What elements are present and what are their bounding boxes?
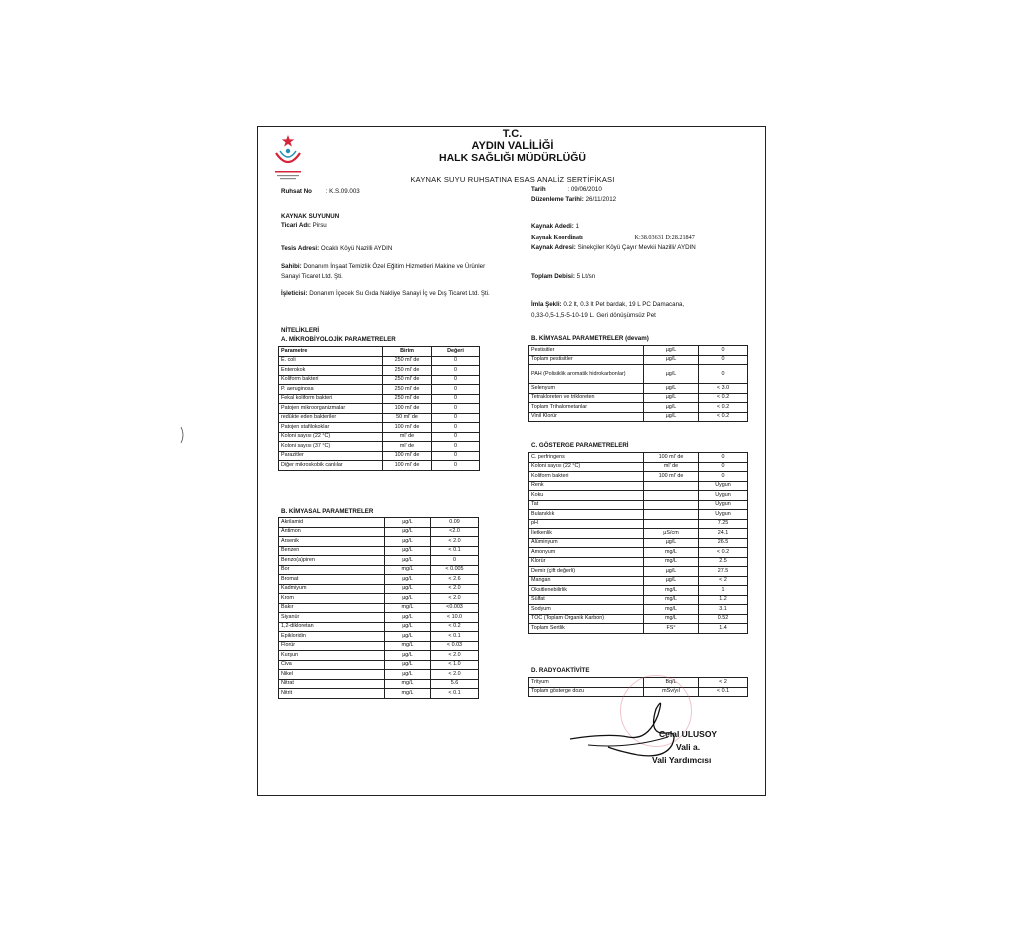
indicator-row — [529, 624, 748, 634]
koord-label: Kaynak Koordinatı — [531, 234, 583, 241]
chem-param: Akrilamid — [279, 518, 385, 528]
indicator-value: 3.1 — [699, 605, 748, 615]
micro-unit: ml' de — [383, 432, 432, 442]
chem-value: 0 — [431, 556, 479, 566]
micro-title: A. MİKROBİYOLOJİK PARAMETRELER — [281, 336, 396, 343]
chem2-param: Tetrakloreten ve trikloreten — [529, 393, 644, 403]
chem-row — [279, 603, 479, 613]
indicator-row — [529, 510, 748, 520]
chem-value: < 2.6 — [431, 575, 479, 585]
tarih-row — [531, 186, 602, 193]
ruhsat-row — [281, 188, 360, 195]
indicator-row — [529, 576, 748, 586]
isletici-label: İşleticisi: — [281, 290, 308, 297]
micro-row — [279, 451, 480, 461]
indicator-param: Koloni sayısı (22 °C) — [529, 462, 644, 472]
duzenleme-value: 26/11/2012 — [585, 196, 617, 203]
indicator-table — [528, 452, 748, 634]
chem-row — [279, 651, 479, 661]
sahibi-label: Sahibi: — [281, 263, 302, 270]
chem-table — [278, 517, 479, 699]
chem2-row — [529, 393, 748, 403]
micro-unit: 250 ml' de — [383, 366, 432, 376]
kadres-value: Sinekçiler Köyü Çayır Mevkii Nazilli/ AYDIN — [577, 244, 696, 251]
chem-row — [279, 575, 479, 585]
chem-unit: mg/L — [385, 689, 431, 699]
indicator-row — [529, 529, 748, 539]
radio-value: < 2 — [699, 678, 748, 688]
signer-name: Celal ULUSOY — [659, 729, 718, 739]
chem-param: Arsenik — [279, 537, 385, 547]
chem-param: Civa — [279, 660, 385, 670]
indicator-row — [529, 614, 748, 624]
chem-row — [279, 679, 479, 689]
tesis-label: Tesis Adresi: — [281, 245, 320, 252]
chem-value: < 2.0 — [431, 594, 479, 604]
chem-param: Bakır — [279, 603, 385, 613]
koord-row — [531, 234, 695, 241]
chem-param: Benzo(a)piren — [279, 556, 385, 566]
indicator-unit — [644, 500, 699, 510]
chem2-value: < 3.0 — [699, 384, 748, 394]
chem2-row — [529, 403, 748, 413]
chem2-value: < 0.2 — [699, 412, 748, 422]
indicator-param: Klorür — [529, 557, 644, 567]
micro-row — [279, 461, 480, 471]
indicator-value: Uygun — [699, 481, 748, 491]
debi-row — [531, 273, 595, 280]
adedi-row — [531, 223, 579, 230]
micro-value: 0 — [432, 423, 480, 433]
chem-unit: µg/L — [385, 546, 431, 556]
indicator-row — [529, 605, 748, 615]
source-heading: KAYNAK SUYUNUN — [281, 213, 340, 220]
radio-param: Trityum — [529, 678, 644, 688]
indicator-row — [529, 491, 748, 501]
indicator-unit: µS/cm — [644, 529, 699, 539]
micro-value: 0 — [432, 461, 480, 471]
indicator-param: Koliform bakteri — [529, 472, 644, 482]
indicator-unit: mg/L — [644, 557, 699, 567]
chem-unit: µg/L — [385, 651, 431, 661]
chem-param: Kadmiyum — [279, 584, 385, 594]
indicator-param: İletkenlik — [529, 529, 644, 539]
chem-unit: µg/L — [385, 527, 431, 537]
micro-value: 0 — [432, 356, 480, 366]
micro-param: Koloni sayısı (37 °C) — [279, 442, 383, 452]
debi-value: 5 Lt/sn — [576, 273, 596, 280]
chem-param: Siyanür — [279, 613, 385, 623]
micro-value: 0 — [432, 366, 480, 376]
micro-param: P. aeruginosa — [279, 385, 383, 395]
chem2-param: Pestisitler — [529, 346, 644, 356]
chem-value: < 2.0 — [431, 584, 479, 594]
indicator-param: Sodyum — [529, 605, 644, 615]
adedi-label: Kaynak Adedi: — [531, 223, 574, 230]
chem-param: Antimon — [279, 527, 385, 537]
chem-row — [279, 556, 479, 566]
chem2-unit: µg/L — [644, 355, 699, 365]
micro-header-cell: Birim — [383, 347, 432, 357]
micro-value: 0 — [432, 375, 480, 385]
chem-value: 0.09 — [431, 518, 479, 528]
chem-value: < 10.0 — [431, 613, 479, 623]
kadres-label: Kaynak Adresi: — [531, 244, 576, 251]
micro-row — [279, 413, 480, 423]
indicator-row — [529, 538, 748, 548]
chem-unit: µg/L — [385, 518, 431, 528]
chem-row — [279, 613, 479, 623]
tarih-value: : 09/06/2010 — [567, 186, 602, 193]
chem2-value: < 0.2 — [699, 393, 748, 403]
indicator-value: 2.5 — [699, 557, 748, 567]
debi-label: Toplam Debisi: — [531, 273, 575, 280]
indicator-unit: mg/L — [644, 614, 699, 624]
chem-row — [279, 546, 479, 556]
indicator-row — [529, 557, 748, 567]
indicator-param: C. perfringens — [529, 453, 644, 463]
chem-param: Nikel — [279, 670, 385, 680]
indicator-value: < 0.2 — [699, 548, 748, 558]
chem2-value: < 0.2 — [699, 403, 748, 413]
indicator-unit: mg/L — [644, 548, 699, 558]
sahibi-row — [281, 263, 485, 270]
indicator-param: TOC (Toplam Organik Karbon) — [529, 614, 644, 624]
chem-row — [279, 632, 479, 642]
indicator-value: Uygun — [699, 491, 748, 501]
indicator-value: Uygun — [699, 500, 748, 510]
chem-value: < 0.2 — [431, 622, 479, 632]
micro-value: 0 — [432, 404, 480, 414]
micro-row — [279, 375, 480, 385]
indicator-row — [529, 586, 748, 596]
chem-unit: µg/L — [385, 556, 431, 566]
indicator-unit: µg/L — [644, 538, 699, 548]
imla-line1: 0.2 lt, 0.3 lt Pet bardak, 19 L PC Damacana, — [563, 301, 685, 308]
imla-row — [531, 301, 684, 308]
ticari-row — [281, 222, 327, 229]
radio-unit: mSv/yıl — [644, 687, 699, 697]
indicator-row — [529, 500, 748, 510]
chem-row — [279, 565, 479, 575]
indicator-row — [529, 595, 748, 605]
indicator-unit: ml' de — [644, 462, 699, 472]
chem2-table — [528, 345, 748, 422]
indicator-param: Sülfat — [529, 595, 644, 605]
chem-row — [279, 518, 479, 528]
indicator-unit: mg/L — [644, 595, 699, 605]
indicator-value: 0 — [699, 472, 748, 482]
micro-row — [279, 423, 480, 433]
sahibi-line1: Donanım İnşaat Temizlik Özel Eğitim Hizmetleri Makine ve Ürünler — [303, 263, 486, 270]
micro-param: Fekal koliform bakteri — [279, 394, 383, 404]
indicator-value: 24.1 — [699, 529, 748, 539]
micro-value: 0 — [432, 442, 480, 452]
indicator-unit — [644, 510, 699, 520]
micro-param: redükte eden bakteriler — [279, 413, 383, 423]
chem-param: Krom — [279, 594, 385, 604]
micro-unit: 250 ml' de — [383, 385, 432, 395]
chem2-unit: µg/L — [644, 393, 699, 403]
micro-param: Koliform bakteri — [279, 375, 383, 385]
chem-param: Epikloridin — [279, 632, 385, 642]
indicator-unit: FS° — [644, 624, 699, 634]
indicator-param: pH — [529, 519, 644, 529]
indicator-unit: 100 ml' de — [644, 453, 699, 463]
chem-unit: µg/L — [385, 575, 431, 585]
indicator-param: Oksitlenebilirlik — [529, 586, 644, 596]
chem-value: < 0.005 — [431, 565, 479, 575]
duzenleme-label: Düzenleme Tarihi: — [531, 196, 584, 203]
micro-param: Enterokok — [279, 366, 383, 376]
chem2-param: Toplam pestisitler — [529, 355, 644, 365]
chem-value: <2.0 — [431, 527, 479, 537]
chem2-unit: µg/L — [644, 403, 699, 413]
indicator-value: 1.4 — [699, 624, 748, 634]
chem-value: <0.003 — [431, 603, 479, 613]
micro-param: Patojen stafilokoklar — [279, 423, 383, 433]
chem-unit: µg/L — [385, 632, 431, 642]
ruhsat-label: Ruhsat No — [281, 188, 312, 195]
indicator-value: 1 — [699, 586, 748, 596]
chem-unit: mg/L — [385, 679, 431, 689]
chem-row — [279, 537, 479, 547]
chem2-param: Toplam Trihalometanlar — [529, 403, 644, 413]
chem-row — [279, 689, 479, 699]
ticari-label: Ticari Adı: — [281, 222, 311, 229]
micro-row — [279, 394, 480, 404]
indicator-param: Mangan — [529, 576, 644, 586]
chem-value: < 0.1 — [431, 689, 479, 699]
chem2-unit: µg/L — [644, 346, 699, 356]
chem-value: < 2.0 — [431, 651, 479, 661]
chem-unit: µg/L — [385, 537, 431, 547]
nitelikleri-heading: NİTELİKLERİ — [281, 327, 320, 334]
sahibi-line2: Sanayi Ticaret Ltd. Şti. — [281, 273, 343, 280]
indicator-value: 0 — [699, 462, 748, 472]
chem-param: Benzen — [279, 546, 385, 556]
micro-unit: 250 ml' de — [383, 394, 432, 404]
micro-table — [278, 346, 480, 471]
micro-row — [279, 404, 480, 414]
tesis-value: Ocaklı Köyü Nazilli AYDIN — [320, 245, 393, 252]
header-tc: T.C. — [502, 128, 523, 140]
certificate-page — [257, 126, 766, 796]
radio-title: D. RADYOAKTİVİTE — [531, 667, 590, 674]
chem-value: < 0.03 — [431, 641, 479, 651]
indicator-value: 0.52 — [699, 614, 748, 624]
indicator-row — [529, 481, 748, 491]
chem-param: Nitrat — [279, 679, 385, 689]
micro-unit: 100 ml' de — [383, 423, 432, 433]
chem2-value: 0 — [699, 365, 748, 384]
imla-label: İmla Şekli: — [531, 301, 562, 308]
indicator-param: Koku — [529, 491, 644, 501]
indicator-title: C. GÖSTERGE PARAMETRELERİ — [531, 442, 629, 449]
indicator-param: Demir (çift değerli) — [529, 567, 644, 577]
micro-unit: 100 ml' de — [383, 404, 432, 414]
micro-param: Koloni sayısı (22 °C) — [279, 432, 383, 442]
micro-value: 0 — [432, 413, 480, 423]
micro-row — [279, 366, 480, 376]
chem-row — [279, 527, 479, 537]
micro-value: 0 — [432, 451, 480, 461]
chem-unit: mg/L — [385, 565, 431, 575]
indicator-value: 27.5 — [699, 567, 748, 577]
isletici-row — [281, 290, 490, 297]
ruhsat-value: : K.S.09.003 — [325, 188, 360, 195]
header-valilik: AYDIN VALİLİĞİ — [471, 140, 554, 152]
micro-row — [279, 385, 480, 395]
micro-unit: 50 ml' de — [383, 413, 432, 423]
indicator-unit: mg/L — [644, 605, 699, 615]
micro-param: Patojen mikroorganizmalar — [279, 404, 383, 414]
tarih-label: Tarih — [531, 186, 546, 193]
chem2-row — [529, 412, 748, 422]
chem-unit: µg/L — [385, 660, 431, 670]
chem-param: Bromat — [279, 575, 385, 585]
micro-unit: 250 ml' de — [383, 356, 432, 366]
chem-param: Kurşun — [279, 651, 385, 661]
indicator-row — [529, 567, 748, 577]
chem2-unit: µg/L — [644, 384, 699, 394]
isletici-value: Donanım İçecek Su Gıda Nakliye Sanayi İç ve Dış Ticaret Ltd. Şti. — [309, 290, 490, 297]
chem-row — [279, 594, 479, 604]
tesis-row — [281, 245, 392, 252]
micro-header-cell: Parametre — [279, 347, 383, 357]
indicator-param: Tat — [529, 500, 644, 510]
chem-row — [279, 660, 479, 670]
indicator-unit — [644, 491, 699, 501]
chem2-row — [529, 365, 748, 384]
chem2-row — [529, 346, 748, 356]
indicator-param: Amonyum — [529, 548, 644, 558]
micro-row — [279, 356, 480, 366]
indicator-unit: mg/L — [644, 586, 699, 596]
chem-param: Bor — [279, 565, 385, 575]
micro-row — [279, 442, 480, 452]
radio-param: Toplam gösterge dozu — [529, 687, 644, 697]
indicator-row — [529, 472, 748, 482]
chem-param: Florür — [279, 641, 385, 651]
chem2-row — [529, 355, 748, 365]
micro-header-row — [279, 347, 480, 357]
chem2-param: Selenyum — [529, 384, 644, 394]
chem-unit: µg/L — [385, 584, 431, 594]
chem-row — [279, 641, 479, 651]
micro-param: Diğer mikroskobik canlılar — [279, 461, 383, 471]
micro-unit: 100 ml' de — [383, 451, 432, 461]
micro-param: Parazitler — [279, 451, 383, 461]
adedi-value: 1 — [575, 223, 579, 230]
indicator-param: Toplam Sertlik — [529, 624, 644, 634]
header-mudurluk: HALK SAĞLIĞI MÜDÜRLÜĞÜ — [439, 152, 586, 164]
indicator-param: Bulanıklık — [529, 510, 644, 520]
indicator-value: < 2 — [699, 576, 748, 586]
indicator-unit: µg/L — [644, 567, 699, 577]
chem-value: < 1.0 — [431, 660, 479, 670]
indicator-row — [529, 519, 748, 529]
chem-value: < 0.1 — [431, 546, 479, 556]
imla-line2: 0,33-0,5-1,5-5-10-19 L. Geri dönüşümsüz Pet — [531, 312, 656, 319]
signer-line2: Vali a. — [676, 742, 701, 752]
micro-value: 0 — [432, 432, 480, 442]
koord-value: K:38.03631 D:28.21847 — [634, 234, 695, 241]
signer-title: Vali Yardımcısı — [652, 755, 712, 765]
chem-value: 5.6 — [431, 679, 479, 689]
chem-value: < 2.0 — [431, 670, 479, 680]
chem-param: Nitrit — [279, 689, 385, 699]
indicator-row — [529, 453, 748, 463]
indicator-unit: µg/L — [644, 576, 699, 586]
micro-header-cell: Değeri — [432, 347, 480, 357]
micro-unit: 100 ml' de — [383, 461, 432, 471]
indicator-row — [529, 462, 748, 472]
indicator-unit — [644, 481, 699, 491]
chem-row — [279, 584, 479, 594]
chem2-unit: µg/L — [644, 365, 699, 384]
indicator-value: Uygun — [699, 510, 748, 520]
chem2-unit: µg/L — [644, 412, 699, 422]
micro-value: 0 — [432, 385, 480, 395]
indicator-param: Renk — [529, 481, 644, 491]
chem-unit: µg/L — [385, 613, 431, 623]
micro-row — [279, 432, 480, 442]
chem-row — [279, 622, 479, 632]
chem-value: < 0.1 — [431, 632, 479, 642]
micro-param: E. coli — [279, 356, 383, 366]
radio-value: < 0.1 — [699, 687, 748, 697]
indicator-row — [529, 548, 748, 558]
chem-row — [279, 670, 479, 680]
scan-mark — [180, 426, 186, 444]
chem-param: 1,2-dikloretan — [279, 622, 385, 632]
indicator-unit: 100 ml' de — [644, 472, 699, 482]
chem2-row — [529, 384, 748, 394]
kadres-row — [531, 244, 696, 251]
indicator-param: Alüminyum — [529, 538, 644, 548]
indicator-value: 26.5 — [699, 538, 748, 548]
indicator-value: 7.25 — [699, 519, 748, 529]
chem2-value: 0 — [699, 355, 748, 365]
micro-unit: 250 ml' de — [383, 375, 432, 385]
indicator-value: 0 — [699, 453, 748, 463]
indicator-unit — [644, 519, 699, 529]
radio-unit: Bq/L — [644, 678, 699, 688]
ticari-value: Pirsu — [312, 222, 327, 229]
chem-title: B. KİMYASAL PARAMETRELER — [281, 508, 374, 515]
chem-unit: mg/L — [385, 603, 431, 613]
chem-value: < 2.0 — [431, 537, 479, 547]
micro-value: 0 — [432, 394, 480, 404]
certificate-title: KAYNAK SUYU RUHSATINA ESAS ANALİZ SERTİFİKASI — [410, 175, 615, 184]
chem-unit: µg/L — [385, 670, 431, 680]
micro-unit: ml' de — [383, 442, 432, 452]
chem-unit: µg/L — [385, 622, 431, 632]
chem2-title: B. KİMYASAL PARAMETRELER (devam) — [531, 335, 649, 342]
chem2-param: Vinil Klorür — [529, 412, 644, 422]
indicator-value: 1.2 — [699, 595, 748, 605]
chem-unit: µg/L — [385, 594, 431, 604]
duzenleme-row — [531, 196, 616, 203]
chem2-value: 0 — [699, 346, 748, 356]
chem2-param: PAH (Polisiklik aromatik hidrokarbonlar) — [529, 365, 644, 384]
chem-unit: mg/L — [385, 641, 431, 651]
